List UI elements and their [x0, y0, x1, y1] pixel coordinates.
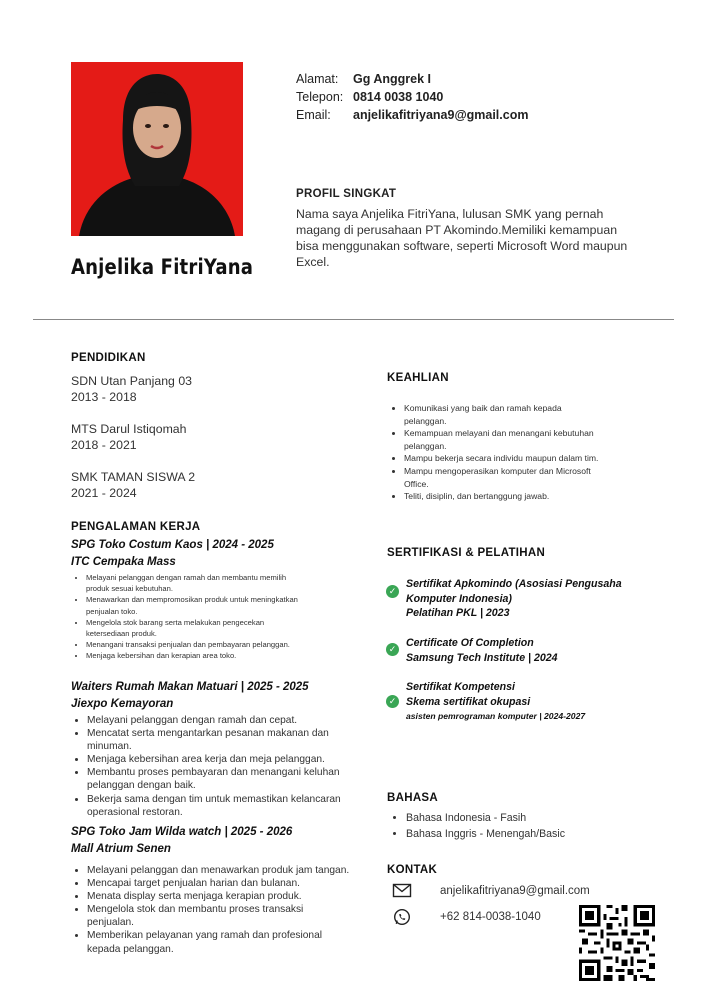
list-item: • Mencatat serta mengantarkan pesanan makanan dan minuman. — [87, 727, 345, 753]
list-item: • Teliti, disiplin, dan bertanggung jawab. — [404, 490, 604, 503]
cert-line: Sertifikat Apkomindo (Asosiasi Pengusaha — [406, 578, 622, 590]
cert-line: Samsung Tech Institute | 2024 — [406, 651, 558, 664]
list-item: • Bahasa Indonesia - Fasih — [406, 810, 656, 826]
education-heading: PENDIDIKAN — [71, 352, 146, 364]
cert-line: Certificate Of Completion — [406, 637, 534, 649]
list-item: • Bekerja sama dengan tim untuk memastikan kelancaran operasional restoran. — [87, 793, 345, 819]
qr-code — [579, 905, 655, 981]
check-icon: ✓ — [386, 695, 399, 708]
cert-line: Sertifikat Kompetensi — [406, 681, 515, 693]
address-value: Gg Anggrek I — [353, 72, 432, 86]
job-place: Jiexpo Kemayoran — [71, 698, 174, 710]
job-title: SPG Toko Jam Wilda watch | 2025 - 2026 — [71, 826, 293, 838]
education-item — [71, 421, 187, 453]
list-item: • Mampu mengoperasikan komputer dan Microsoft Office. — [404, 465, 604, 490]
school-years: 2013 - 2018 — [71, 390, 137, 404]
cert-line: Skema sertifikat okupasi — [406, 695, 531, 708]
list-item: • Menata display serta menjaga kerapian produk. — [87, 890, 352, 903]
person-name: Anjelika FitriYana — [71, 255, 254, 279]
cert-text — [406, 680, 666, 724]
job-title: Waiters Rumah Makan Matuari | 2025 - 2025 — [71, 681, 309, 693]
contact-row-email — [296, 106, 528, 124]
list-item: • Menjaga kebersihan area kerja dan meja pelanggan. — [87, 753, 345, 766]
list-item: • Melayani pelanggan dengan ramah dan cepat. — [87, 714, 345, 727]
school-name: MTS Darul Istiqomah — [71, 422, 187, 436]
phone-value: 0814 0038 1040 — [353, 90, 444, 104]
contact-row-address — [296, 70, 528, 88]
job-entry — [71, 824, 361, 956]
cert-item — [386, 680, 666, 724]
skills-heading: KEAHLIAN — [387, 372, 449, 384]
contact-row-phone — [296, 88, 528, 106]
cert-item — [386, 577, 666, 621]
languages-heading: BAHASA — [387, 792, 438, 804]
list-item: • Membantu proses pembayaran dan menangani keluhan pelanggan dengan baik. — [87, 766, 345, 792]
job-entry — [71, 679, 361, 819]
divider — [33, 319, 674, 320]
job-title: SPG Toko Costum Kaos | 2024 - 2025 — [71, 539, 274, 551]
cert-text — [406, 636, 666, 665]
education-item — [71, 469, 195, 501]
languages-list — [390, 810, 656, 842]
list-item: • Bahasa Inggris - Menengah/Basic — [406, 826, 656, 842]
address-label: Alamat: — [296, 72, 339, 86]
contact-info — [296, 70, 528, 124]
education-item — [71, 373, 192, 405]
list-item: • Menjaga kebersihan dan kerapian area toko. — [86, 650, 301, 661]
school-name: SDN Utan Panjang 03 — [71, 374, 192, 388]
mail-icon — [392, 882, 412, 900]
contact-email[interactable]: anjelikafitriyana9@gmail.com — [440, 885, 590, 897]
phone-label: Telepon: — [296, 90, 344, 104]
list-item: • Mengelola stok dan membantu proses transaksi penjualan. — [87, 903, 352, 929]
job-place: ITC Cempaka Mass — [71, 556, 176, 568]
cert-line: Pelatihan PKL | 2023 — [406, 607, 510, 620]
check-icon: ✓ — [386, 643, 399, 656]
school-years: 2021 - 2024 — [71, 486, 137, 500]
skills-list — [388, 402, 604, 503]
cert-line: Komputer Indonesia) — [406, 592, 512, 605]
list-item: • Menangani transaksi penjualan dan pembayaran pelanggan. — [86, 639, 301, 650]
cert-item — [386, 636, 666, 665]
contact-phone[interactable]: +62 814-0038-1040 — [440, 911, 541, 923]
profile-photo — [71, 62, 243, 236]
summary-heading: PROFIL SINGKAT — [296, 188, 397, 200]
contact-phone-row — [392, 908, 541, 926]
school-name: SMK TAMAN SISWA 2 — [71, 470, 196, 484]
check-icon: ✓ — [386, 585, 399, 598]
list-item: • Mencapai target penjualan harian dan bulanan. — [87, 877, 352, 890]
contact-heading: KONTAK — [387, 864, 438, 876]
cert-line: asisten pemrograman komputer | 2024-2027 — [406, 711, 586, 722]
summary-text: Nama saya Anjelika FitriYana, lulusan SMK yang pernah magang di perusahaan PT Akomindo.Memiliki kemampuan bisa menggunakan software, seperti Microsoft Word maupun Excel. — [296, 207, 628, 269]
job-entry — [71, 537, 361, 662]
whatsapp-icon — [392, 908, 412, 926]
list-item: • Melayani pelanggan dengan ramah dan membantu memilih produk sesuai kebutuhan. — [86, 572, 301, 594]
job-duties — [71, 864, 352, 956]
certifications-heading: SERTIFIKASI & PELATIHAN — [387, 547, 546, 559]
list-item: • Melayani pelanggan dan menawarkan produk jam tangan. — [87, 864, 352, 877]
cert-text — [406, 577, 666, 621]
experience-heading: PENGALAMAN KERJA — [71, 521, 201, 533]
email-value: anjelikafitriyana9@gmail.com — [353, 108, 529, 122]
list-item: • Menawarkan dan mempromosikan produk untuk meningkatkan penjualan toko. — [86, 594, 301, 616]
job-duties — [71, 572, 301, 662]
email-label: Email: — [296, 108, 331, 122]
contact-email-row — [392, 882, 590, 900]
list-item: • Mengelola stok barang serta melakukan pengecekan ketersediaan produk. — [86, 617, 301, 639]
list-item: • Komunikasi yang baik dan ramah kepada pelanggan. — [404, 402, 604, 427]
job-duties — [71, 714, 345, 819]
list-item: • Kemampuan melayani dan menangani kebutuhan pelanggan. — [404, 427, 604, 452]
list-item: • Mampu bekerja secara individu maupun dalam tim. — [404, 452, 604, 465]
list-item: • Memberikan pelayanan yang ramah dan profesional kepada pelanggan. — [87, 929, 352, 955]
school-years: 2018 - 2021 — [71, 438, 137, 452]
job-place: Mall Atrium Senen — [71, 843, 171, 855]
